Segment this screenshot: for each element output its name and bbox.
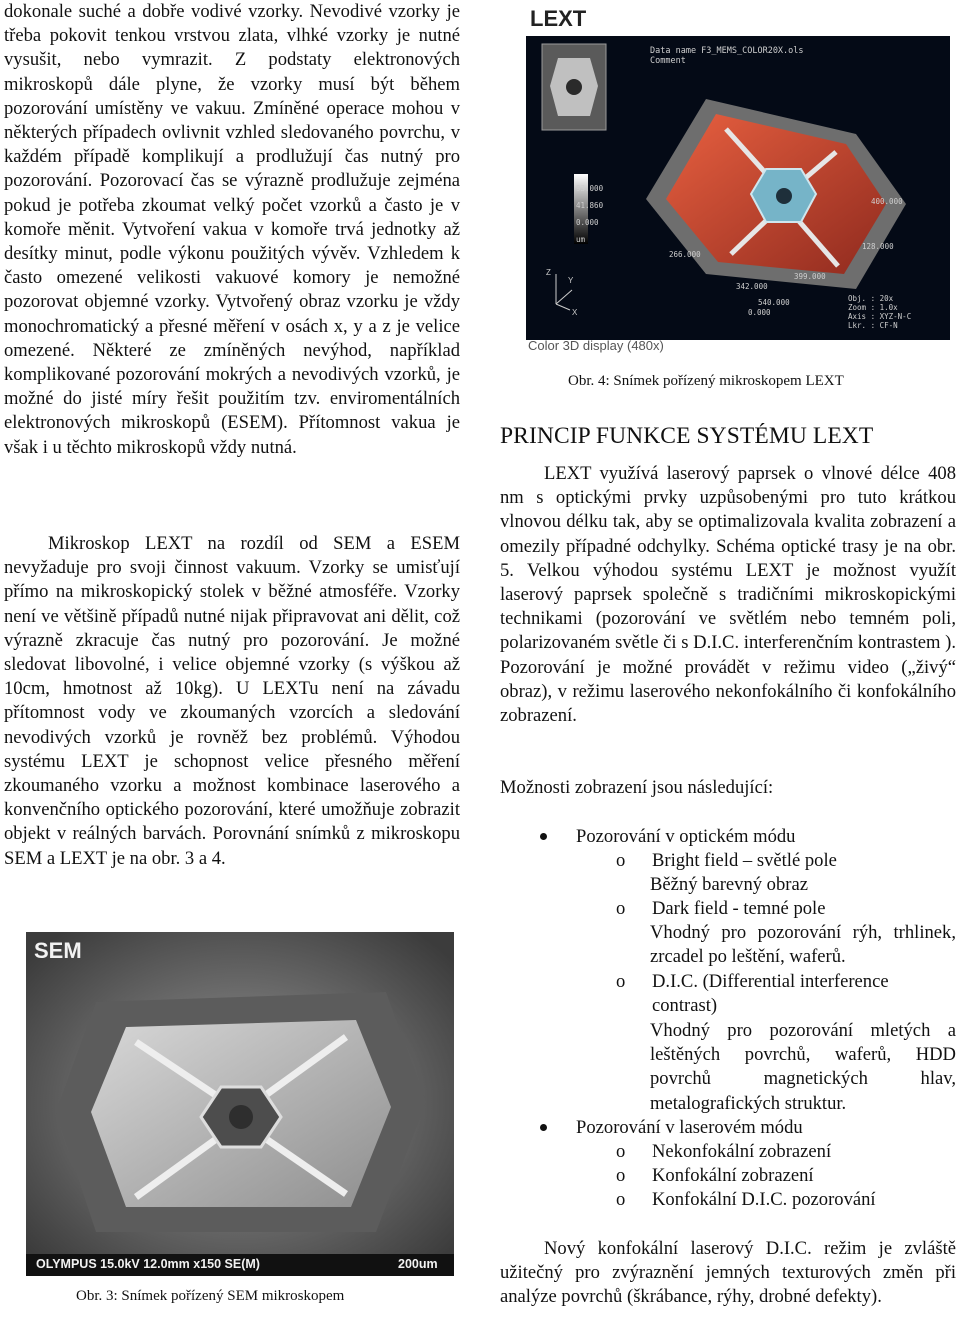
lext-axis-value: 128.000: [862, 242, 894, 251]
list-subitem-description: Vhodný pro pozorování rýh, trhlinek, zrcadel po leštění, waferů.: [650, 922, 956, 968]
list-subitem: Dark field - temné pole: [652, 898, 826, 919]
lext-axis-z-label: Z: [546, 268, 551, 277]
sub-bullet-marker: o: [616, 1141, 626, 1162]
sub-bullet-marker: o: [616, 898, 626, 919]
list-subitem: Bright field – světlé pole: [652, 850, 837, 871]
list-subitem: D.I.C. (Differential interference contrast): [652, 971, 889, 1017]
lext-info-lkr: Lkr. : CF-N: [848, 321, 898, 330]
lext-legend-unit: um: [576, 235, 586, 244]
sub-bullet-marker: o: [616, 1165, 626, 1186]
list-subitem-description: Běžný barevný obraz: [650, 874, 808, 895]
sub-bullet-marker: o: [616, 971, 626, 992]
lext-legend-max: 93.000: [576, 184, 604, 193]
lext-axis-x-label: X: [572, 308, 578, 317]
body-paragraph-principle: LEXT využívá laserový paprsek o vlnové délce 408 nm s optickými prvky uzpůsobenými pro tuto krátkou vlnovou délku tak, aby se optimalizovala kvalita zobrazení a omezily případné odchylky. Schéma optické trasy je na obr. 5. Velkou výhodou systému LEXT je možnost využít laserový paprsek společně s tradičními mikroskopickými technikami (pozorování ve světlém nebo temném poli, polarizovaném světle či s D.I.C. interferenčním kontrastem ). Pozorování je možné provádět v režimu video („živý“ obraz), v režimu laserového nekonfokálního či konfokálního zobrazení.: [500, 463, 956, 727]
body-paragraph-dic-mode: Nový konfokální laserový D.I.C. režim je zvláště užitečný pro zvýraznění jemných texturových změn při analýze povrchů (škrábance, rýhy, drobné defekty).: [500, 1238, 956, 1308]
lext-axis-value: 540.000: [758, 298, 790, 307]
lext-info-axis: Axis : XYZ-N-C: [848, 312, 912, 321]
lext-data-name: Data name F3_MEMS_COLOR20X.ols: [650, 46, 804, 56]
sub-bullet-marker: o: [616, 1189, 626, 1210]
lext-info-objective: Obj. : 20x: [848, 294, 894, 303]
section-heading: PRINCIP FUNKCE SYSTÉMU LEXT: [500, 423, 874, 449]
lext-legend-mid: 41.860: [576, 201, 604, 210]
lext-info-zoom: Zoom : 1.0x: [848, 303, 898, 312]
bullet-dot: [540, 833, 547, 840]
lext-axis-y-label: Y: [568, 276, 574, 285]
lext-axis-value: 400.000: [871, 197, 903, 206]
sem-micrograph-image: [26, 932, 454, 1276]
options-intro: Možnosti zobrazení jsou následující:: [500, 777, 774, 798]
lext-figure-label: LEXT: [530, 6, 587, 31]
lext-axis-value: 0.000: [748, 308, 771, 317]
body-paragraph-sem-drawbacks: dokonale suché a dobře vodivé vzorky. Nevodivé vzorky je třeba pokovit tenkou vrstvou zlata, vlhké vzorky je nutné vysušit, nebo vymrazit. Z podstaty elektronových mikroskopů dále plyne, že vzorky musí být během pozorování umístěny ve vakuu. Zmíněné operace mohou v některých případech ovlivnit vzhled sledovaného povrchu, v každém případě komplikují a prodlužují čas nutný pro pozorování. Pozorovací čas se výrazně prodlužuje zejména pokud je potřeba zkoumat velký počet vzorků a často je v komoře měnit. Vytvoření vakua v komoře trvá jednotky až desítky minut, podle výkonu použitých vývěv. Vzhledem k často omezené velikosti vakuové komory je nemožné pozorovat objemné vzorky. Vytvořený obraz vzorku je vždy monochromatický a přesné měření v osách x, y a z je velice omezené. Některé ze zmíněných nevýhod, například komplikované pozorování mokrých a nevodivých vzorků, je možné do jisté míry řešit použitím tzv. enviromentálních elektronových mikroskopů (ESEM). Přítomnost vakua je však i u těchto mikroskopů vždy nutná.: [4, 1, 460, 458]
figure-caption-4: Obr. 4: Snímek pořízený mikroskopem LEXT: [568, 373, 844, 389]
sem-scale-text: 200um: [398, 1257, 438, 1271]
list-subitem: Nekonfokální zobrazení: [652, 1141, 832, 1162]
bullet-dot: [540, 1124, 547, 1131]
list-item: Pozorování v optickém módu: [576, 826, 796, 847]
sem-micrograph: [26, 932, 454, 1276]
lext-axis-value: 266.000: [669, 250, 701, 259]
figure-caption-3: Obr. 3: Snímek pořízený SEM mikroskopem: [76, 1288, 345, 1304]
sem-footer-text: OLYMPUS 15.0kV 12.0mm x150 SE(M): [36, 1257, 260, 1271]
lext-legend-min: 0.000: [576, 218, 599, 227]
lext-comment: Comment: [650, 56, 686, 66]
body-paragraph-lext-advantages: Mikroskop LEXT na rozdíl od SEM a ESEM nevyžaduje pro svoji činnost vakuum. Vzorky se umisťují přímo na mikroskopický stolek v běžné atmosféře. Vzorky není ve většině případů nutné nijak připravovat ani dělit, což výrazně zkracuje čas nutný pro pozorování. Je možné sledovat libovolné, i velice objemné vzorky (s výškou až 10cm, hmotnost až 10kg). U LEXTu není na závadu přítomnost vody ve zkoumaných vzorcích a sledování nevodivých vzorků je rovněž bez problémů. Výhodou systému LEXT je schopnost velice přesného měření zkoumaného vzorku a možnost kombinace laserového a konvenčního optického pozorování, které umožňuje zobrazit objekt v reálných barvách. Porovnání snímků z mikroskopu SEM a LEXT je na obr. 3 a 4.: [4, 533, 460, 869]
list-subitem-description: Vhodný pro pozorování mletých a leštěných povrchů, waferů, HDD povrchů magnetických hlav, metalografických struktur.: [650, 1020, 956, 1114]
lext-axis-value: 399.000: [794, 272, 826, 281]
lext-3d-image: [526, 4, 950, 356]
list-subitem: Konfokální D.I.C. pozorování: [652, 1189, 876, 1210]
lext-bottom-text: Color 3D display (480x): [528, 338, 664, 353]
sem-figure-label: SEM: [34, 938, 82, 963]
sub-bullet-marker: o: [616, 850, 626, 871]
list-subitem: Konfokální zobrazení: [652, 1165, 814, 1186]
lext-axis-value: 342.000: [736, 282, 768, 291]
list-item: Pozorování v laserovém módu: [576, 1117, 803, 1138]
